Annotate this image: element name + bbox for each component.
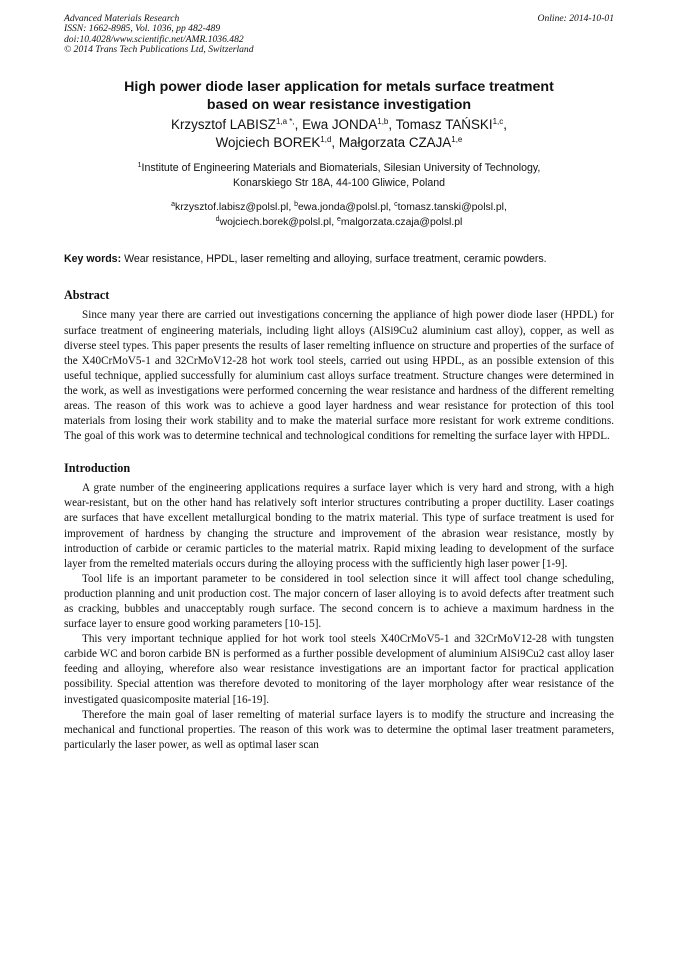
issn-line: ISSN: 1662-8985, Vol. 1036, pp 482-489	[64, 23, 221, 35]
abstract-heading: Abstract	[64, 288, 110, 303]
affiliation-line-1: $^1$Institute of Engineering Materials and Biomaterials, Silesian University of Technology,	[137, 161, 541, 174]
email-line-2: $^d$wojciech.borek@polsl.pl, $^e$malgorzata.czaja@polsl.pl	[215, 215, 463, 228]
keywords	[64, 252, 614, 268]
author-affil-mark: 1,e	[451, 134, 463, 144]
keywords-label: Key words:	[64, 252, 122, 265]
author-name: Tomasz TAŃSKI	[395, 116, 493, 132]
introduction-heading: Introduction	[64, 461, 131, 476]
title-line-1: High power diode laser application for metals surface treatment	[124, 78, 554, 95]
intro-paragraph: Therefore the main goal of laser remelting of material surface layers is to modify the structure and increasing the mechanical and functional properties. The reason of this work was to determine the optimal laser treatment parameters, particularly the laser power, as well as optimal laser scan	[64, 708, 614, 751]
author-name: Małgorzata CZAJA	[338, 134, 452, 150]
introduction-section	[64, 481, 614, 753]
email-link[interactable]: wojciech.borek@polsl.pl	[219, 216, 332, 228]
email-line-1: $^a$krzysztof.labisz@polsl.pl, $^b$ewa.jonda@polsl.pl, $^c$tomasz.tanski@polsl.pl,	[171, 200, 507, 213]
author-list	[64, 116, 614, 152]
author-name: Krzysztof LABISZ	[171, 116, 276, 132]
author-affil-mark: 1,b	[377, 116, 389, 126]
publication-info	[64, 14, 254, 56]
intro-paragraph: This very important technique applied for hot work tool steels X40CrMoV5-1 and 32CrMoV12-28 with tungsten carbide WC and boron carbide BN is performed as a further possible development of aluminium AlSi9Cu2 cast alloy laser feeding and alloying, wherefore also wear resistance investigations are an important factor for practical application possibility. Special attention was therefore devoted to monitoring of the layer morphology after wear resistance of the investigated quasicomposite material [16-19].	[64, 633, 614, 706]
keywords-text: Wear resistance, HPDL, laser remelting and alloying, surface treatment, ceramic powders.	[124, 252, 547, 265]
online-date: Online: 2014-10-01	[537, 13, 614, 24]
author-name: Ewa JONDA	[302, 116, 378, 132]
journal-header	[64, 14, 614, 56]
abstract-text: Since many year there are carried out investigations concerning the appliance of high power diode laser (HPDL) for surface treatment of engineering materials, including light alloys (AlSi9Cu2 aluminium cast alloy), copper, as well as diverse steel types. This paper presents the results of laser remelting influence on structure and properties of the surface of the X40CrMoV5-1 and 32CrMoV12-28 hot work tool steels, carried out using HPDL, as an possible extension of this useful technique, applied successfully for aluminium cast alloys surface treatment. Structure changes were determined in the work, as well as investigations were performed concerning the wear resistance and hardness of the different remelting areas. The reason of this work was to achieve a good layer hardness and wear resistance for protection of this tool materials from losing their work stability and to make the material surface more resistant for work extreme conditions. The goal of this work was to determine technical and technological conditions for remelting the surface layer with HPDL.	[64, 309, 614, 443]
doi-line[interactable]: doi:10.4028/www.scientific.net/AMR.1036.482	[64, 33, 244, 45]
email-link[interactable]: malgorzata.czaja@polsl.pl	[340, 216, 463, 228]
author-line-1: Krzysztof $LABISZ^{1,a *,}$, Ewa JONDA$^{1,b}$, Tomasz TAŃSKI$^{1,c}$,	[171, 116, 507, 132]
abstract-section	[64, 308, 614, 444]
author-affil-mark: 1,d	[320, 134, 332, 144]
paper-title	[64, 78, 614, 114]
email-list	[64, 200, 614, 230]
email-link[interactable]: krzysztof.labisz@polsl.pl	[175, 201, 289, 213]
email-link[interactable]: tomasz.tanski@polsl.pl	[397, 201, 504, 213]
email-link[interactable]: ewa.jonda@polsl.pl	[298, 201, 389, 213]
author-affil-mark: 1,a *,	[275, 116, 295, 126]
author-line-2: Wojciech BOREK$^{1,d}$, Małgorzata CZAJA$^{1,e}$	[215, 134, 463, 150]
affiliation	[64, 161, 614, 192]
title-line-2: based on wear resistance investigation	[206, 96, 472, 113]
affiliation-mark: 1	[137, 161, 142, 169]
intro-paragraph: Tool life is an important parameter to be considered in tool selection since it will affect tool change scheduling, production planning and unit production cost. The major concern of laser alloying is to avoid defects after treatment such as cracking, bubbles and unacceptably rough surface. The second concern is to achieve a maximum hardness in the surface layer to ensure good working parameters [10-15].	[64, 572, 614, 631]
journal-name: Advanced Materials Research	[64, 13, 180, 24]
intro-paragraph: A grate number of the engineering applications requires a surface layer which is very hard and strong, with a high wear-resistant, but on the other hand has relatively soft interior structures contributing a proper ductility. Laser coatings are surfaces that have excellent metallurgical bonding to the matrix material. This type of surface treatment is used for improvement of hardness by changing the structure and improvement of the abrasion wear resistance, mostly by introduction of carbide or ceramic particles to the material matrix. Rapid mixing leading to development of the surface layer from the remelted materials occurs during the alloying process with the sufficiently high laser power [1-9].	[64, 482, 614, 570]
author-affil-mark: 1,c	[492, 116, 504, 126]
copyright-line: © 2014 Trans Tech Publications Ltd, Switzerland	[64, 44, 254, 56]
author-name: Wojciech BOREK	[215, 134, 321, 150]
affiliation-line-2: Konarskiego Str 18A, 44-100 Gliwice, Poland	[233, 177, 445, 190]
